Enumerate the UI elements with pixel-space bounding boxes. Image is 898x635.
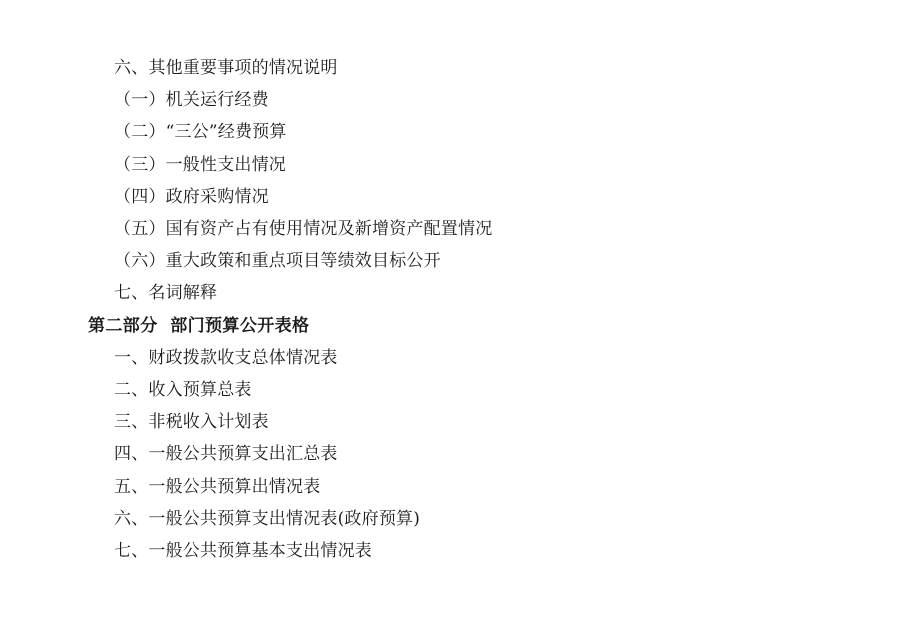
toc-item: 一、财政拨款收支总体情况表: [114, 347, 338, 368]
toc-item: 七、一般公共预算基本支出情况表: [114, 541, 372, 562]
toc-item: （二）“三公”经费预算: [114, 122, 287, 143]
toc-item: 五、一般公共预算出情况表: [114, 476, 321, 497]
toc-item: （四）政府采购情况: [114, 186, 269, 207]
toc-item: 六、其他重要事项的情况说明: [114, 58, 338, 78]
toc-item: 七、名词解释: [114, 283, 218, 304]
toc-item: 六、一般公共预算支出情况表(政府预算): [114, 508, 421, 529]
section-heading-part-two: 第二部分 部门预算公开表格: [88, 315, 310, 336]
toc-item: （一）机关运行经费: [114, 90, 269, 111]
toc-item: （五）国有资产占有使用情况及新增资产配置情况: [114, 219, 493, 240]
toc-item: 二、收入预算总表: [114, 380, 252, 401]
toc-item: （三）一般性支出情况: [114, 154, 286, 175]
toc-item: （六）重大政策和重点项目等绩效目标公开: [114, 251, 441, 272]
toc-item: 四、一般公共预算支出汇总表: [114, 444, 338, 465]
toc-item: 三、非税收入计划表: [114, 412, 269, 433]
